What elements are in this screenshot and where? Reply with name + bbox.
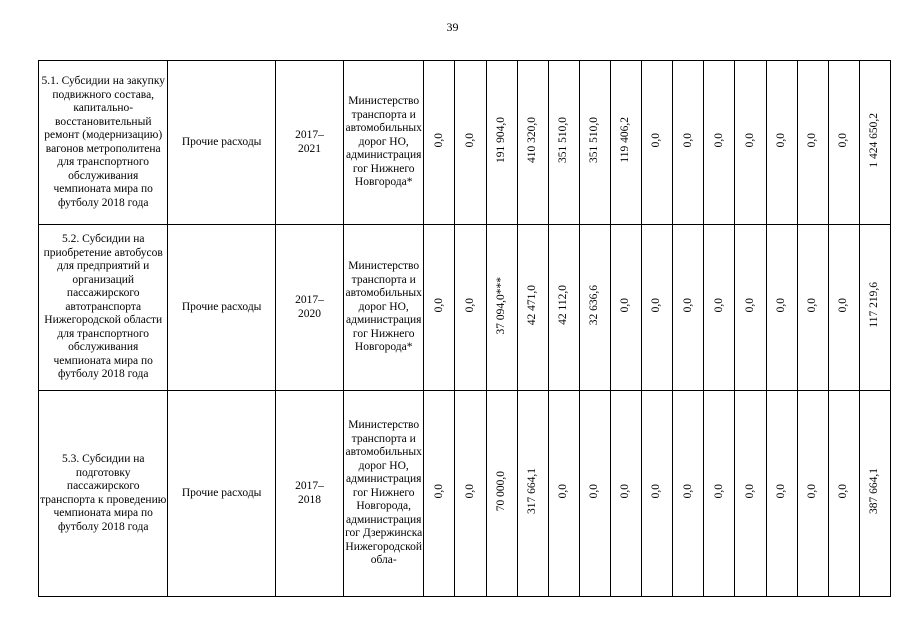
year-value-cell — [548, 61, 579, 225]
value-text: 0,0 — [432, 133, 445, 148]
page-number: 39 — [446, 20, 459, 34]
expense-type-cell: Прочие расходы — [168, 225, 275, 391]
value-text: 1 424 650,2 — [868, 112, 881, 168]
executor-cell: Министерство транспорта и автомобильных дорог НО, администрация гог Нижнего Новгорода* — [344, 225, 424, 391]
value-text: 0,0 — [837, 298, 850, 313]
value-text: 0,0 — [837, 133, 850, 148]
year-value-cell — [455, 225, 486, 391]
measure-name-cell: 5.2. Субсидии на приобретение автобусов для предприятий и организаций пассажирского автотранспорта Нижегородской области для транспортного обслуживания чемпионата мира по футболу 2018 года — [39, 225, 168, 391]
value-text: 387 664,1 — [868, 468, 881, 515]
year-value-cell — [642, 225, 673, 391]
value-text: 351 510,0 — [588, 117, 601, 164]
total-value-cell — [859, 225, 890, 391]
period-cell: 2017– 2018 — [275, 391, 343, 597]
executor-cell: Министерство транспорта и автомобильных дорог НО, администрация гог Нижнего Новгорода, администрация гог Дзержинска Нижегородской обла- — [344, 391, 424, 597]
year-value-cell — [517, 391, 548, 597]
value-text: 42 471,0 — [525, 285, 538, 326]
budget-table — [38, 60, 891, 597]
year-value-cell — [704, 225, 735, 391]
value-text: 32 636,6 — [588, 285, 601, 326]
year-value-cell — [797, 225, 828, 391]
value-text: 0,0 — [774, 298, 787, 313]
value-text: 37 094,0*** — [494, 276, 507, 334]
year-value-cell — [797, 61, 828, 225]
value-text: 0,0 — [650, 133, 663, 148]
value-text: 0,0 — [712, 298, 725, 313]
year-value-cell — [517, 61, 548, 225]
year-value-cell — [517, 225, 548, 391]
value-text: 0,0 — [650, 484, 663, 499]
year-value-cell — [766, 61, 797, 225]
value-text: 0,0 — [712, 484, 725, 499]
year-value-cell — [766, 225, 797, 391]
year-value-cell — [486, 225, 517, 391]
year-value-cell — [735, 391, 766, 597]
year-value-cell — [455, 61, 486, 225]
year-value-cell — [579, 61, 610, 225]
year-value-cell — [455, 391, 486, 597]
year-value-cell — [766, 391, 797, 597]
year-value-cell — [704, 61, 735, 225]
year-value-cell — [735, 225, 766, 391]
year-value-cell — [486, 391, 517, 597]
value-text: 351 510,0 — [557, 117, 570, 164]
value-text: 0,0 — [805, 298, 818, 313]
executor-cell: Министерство транспорта и автомобильных дорог НО, администрация гог Нижнего Новгорода* — [344, 61, 424, 225]
value-text: 317 664,1 — [525, 468, 538, 515]
year-value-cell — [611, 61, 642, 225]
value-text: 0,0 — [743, 298, 756, 313]
value-text: 0,0 — [805, 133, 818, 148]
year-value-cell — [424, 391, 455, 597]
table-row — [39, 391, 891, 597]
total-value-cell — [859, 391, 890, 597]
year-value-cell — [828, 225, 859, 391]
period-cell: 2017– 2021 — [275, 61, 343, 225]
year-value-cell — [673, 391, 704, 597]
year-value-cell — [673, 225, 704, 391]
value-text: 0,0 — [743, 133, 756, 148]
value-text: 0,0 — [432, 298, 445, 313]
table-row — [39, 225, 891, 391]
value-text: 70 000,0 — [494, 471, 507, 512]
total-value-cell — [859, 61, 890, 225]
value-text: 117 219,6 — [868, 282, 881, 329]
year-value-cell — [579, 391, 610, 597]
year-value-cell — [735, 61, 766, 225]
expense-type-cell: Прочие расходы — [168, 61, 275, 225]
value-text: 0,0 — [650, 298, 663, 313]
value-text: 0,0 — [681, 484, 694, 499]
value-text: 0,0 — [557, 484, 570, 499]
year-value-cell — [828, 61, 859, 225]
value-text: 0,0 — [681, 133, 694, 148]
measure-name-cell: 5.3. Субсидии на подготовку пассажирского транспорта к проведению чемпионата мира по футболу 2018 года — [39, 391, 168, 597]
year-value-cell — [424, 61, 455, 225]
year-value-cell — [548, 225, 579, 391]
value-text: 119 406,2 — [619, 117, 632, 164]
year-value-cell — [642, 391, 673, 597]
year-value-cell — [548, 391, 579, 597]
year-value-cell — [673, 61, 704, 225]
year-value-cell — [611, 391, 642, 597]
value-text: 0,0 — [805, 484, 818, 499]
year-value-cell — [704, 391, 735, 597]
year-value-cell — [797, 391, 828, 597]
value-text: 0,0 — [463, 133, 476, 148]
value-text: 0,0 — [743, 484, 756, 499]
year-value-cell — [828, 391, 859, 597]
year-value-cell — [579, 225, 610, 391]
table-row — [39, 61, 891, 225]
value-text: 191 904,0 — [494, 117, 507, 164]
year-value-cell — [486, 61, 517, 225]
year-value-cell — [642, 61, 673, 225]
value-text: 0,0 — [588, 484, 601, 499]
value-text: 0,0 — [463, 484, 476, 499]
year-value-cell — [611, 225, 642, 391]
value-text: 0,0 — [432, 484, 445, 499]
year-value-cell — [424, 225, 455, 391]
expense-type-cell: Прочие расходы — [168, 391, 275, 597]
period-cell: 2017– 2020 — [275, 225, 343, 391]
value-text: 0,0 — [619, 298, 632, 313]
value-text: 0,0 — [774, 133, 787, 148]
value-text: 42 112,0 — [557, 285, 570, 326]
measure-name-cell: 5.1. Субсидии на закупку подвижного состава, капитально-восстановительный ремонт (модернизацию) вагонов метрополитена для транспортного обслуживания чемпионата мира по футболу 2018 года — [39, 61, 168, 225]
value-text: 0,0 — [837, 484, 850, 499]
value-text: 0,0 — [463, 298, 476, 313]
value-text: 410 320,0 — [525, 117, 538, 164]
value-text: 0,0 — [712, 133, 725, 148]
value-text: 0,0 — [774, 484, 787, 499]
value-text: 0,0 — [619, 484, 632, 499]
value-text: 0,0 — [681, 298, 694, 313]
